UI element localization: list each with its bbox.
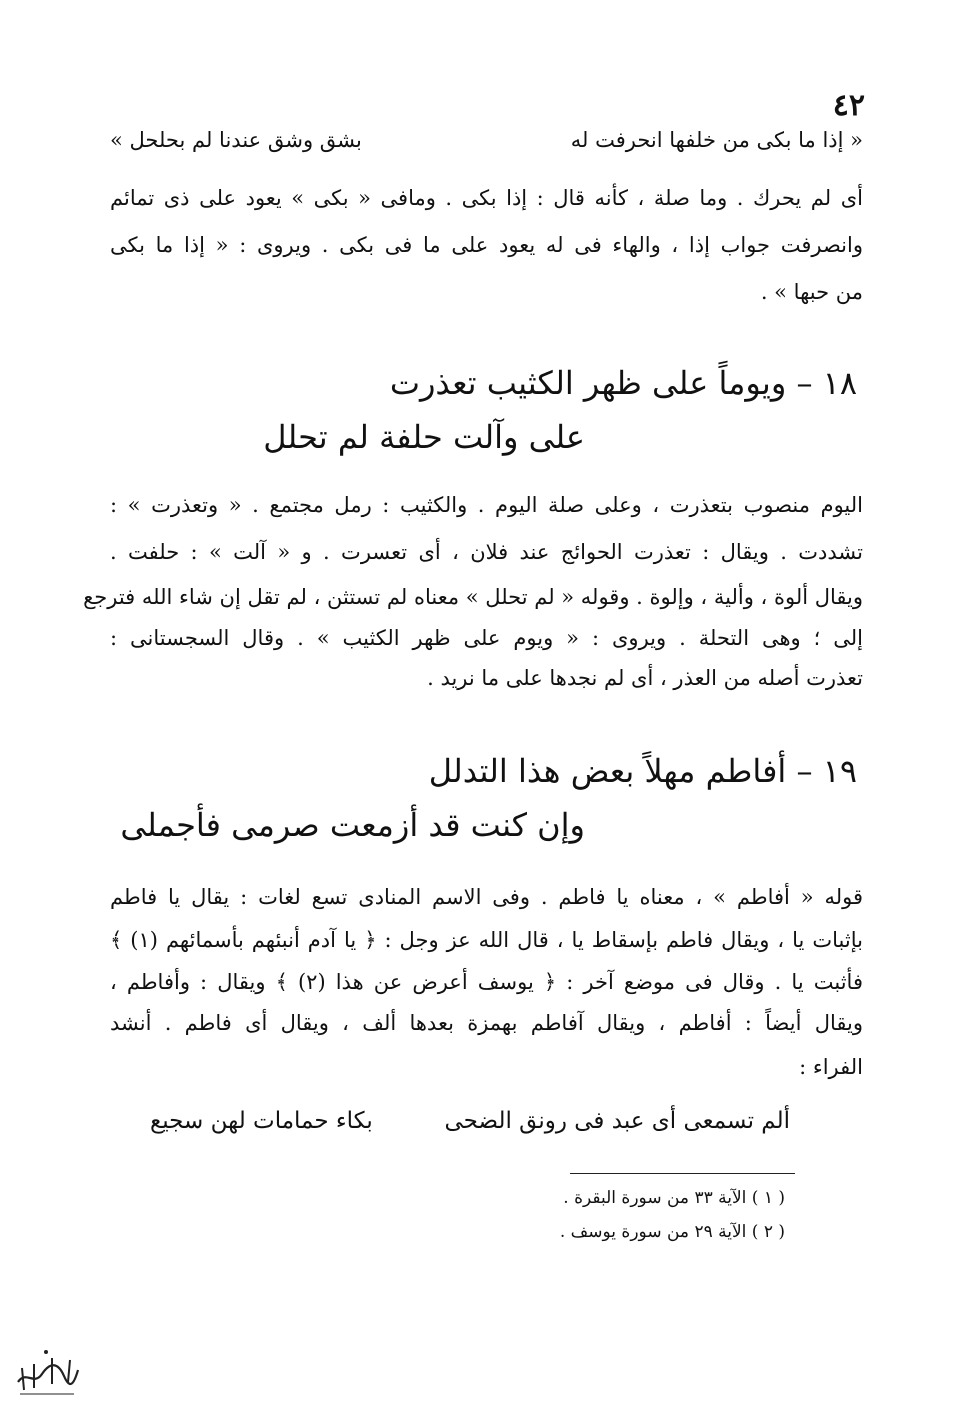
commentary-line: تشددت . ويقال : تعذرت الحوائج عند فلان ، أى تعسرت . و « آلت » : حلفت .: [110, 540, 863, 564]
commentary-line: أى لم يحرك . وما صلة ، كأنه قال : إذا بكى . ومافى « بكى » يعود على ذى تمائم: [110, 186, 863, 210]
verse-19-second-hemistich: وإن كنت قد أزمعت صرمى فأجملى: [120, 806, 585, 844]
commentary-line: ويقال ألوة ، وألية ، وإلوة . وقوله « لم تحلل » معناه لم تستثن ، لم تقل إن شاء الله فترجع: [83, 585, 863, 609]
library-stamp-logo: [12, 1340, 82, 1400]
couplet-bottom-right-hemistich: ألم تسمعى أى عبد فى رونق الضحى: [444, 1108, 790, 1134]
commentary-line: من حبها » .: [760, 280, 863, 304]
commentary-line: إلى ؛ وهى التحلة . ويروى : « ويوم على ظهر الكثيب » . وقال السجستانى :: [110, 626, 863, 650]
couplet-top-left-hemistich: بشق وشق عندنا لم بحلحل »: [110, 128, 362, 152]
commentary-line: وانصرفت جواب إذا ، والهاء فى له يعود على ما فى بكى . ويروى : « إذا ما بكى: [110, 233, 863, 257]
footnote: ( ١ ) الآية ٣٣ من سورة البقرة .: [563, 1188, 785, 1208]
commentary-line: بإثبات يا ، ويقال فاطم بإسقاط يا ، قال الله عز وجل : ﴿ يا آدم أنبئهم بأسمائهم (١) ﴾: [110, 928, 863, 952]
verse-18-second-hemistich: على وآلت حلفة لم تحلل: [263, 418, 585, 456]
verse-19-first-hemistich: ١٩ – أفاطم مهلاً بعض هذا التدلل: [428, 752, 857, 790]
footnote-divider: [570, 1173, 795, 1174]
commentary-line: فأثبت يا . وقال فى موضع آخر : ﴿ يوسف أعرض عن هذا (٢) ﴾ ويقال : وأفاطم ،: [110, 970, 863, 994]
couplet-bottom-left-hemistich: بكاء حمامات لهن سجيع: [150, 1108, 373, 1134]
commentary-line: تعذرت أصله من العذر ، أى لم نجدها على ما نريد .: [427, 666, 863, 690]
verse-18-first-hemistich: ١٨ – ويوماً على ظهر الكثيب تعذرت: [389, 364, 857, 402]
commentary-line: قوله « أفاطم » ، معناه يا فاطم . وفى الاسم المنادى تسع لغات : يقال يا فاطم: [110, 885, 863, 909]
commentary-line: اليوم منصوب بتعذرت ، وعلى صلة اليوم . والكثيب : رمل مجتمع . « وتعذرت » :: [110, 493, 863, 517]
couplet-top-right-hemistich: « إذا ما بكى من خلفها انحرفت له: [570, 128, 863, 152]
commentary-line: ويقال أيضاً : أفاطم ، ويقال آفاطم بهمزة بعدها ألف ، ويقال أى فاطم . أنشد: [110, 1011, 863, 1035]
page-number: ٤٢: [832, 88, 865, 123]
footnote: ( ٢ ) الآية ٢٩ من سورة يوسف .: [559, 1222, 785, 1242]
commentary-line: الفراء :: [799, 1055, 863, 1079]
